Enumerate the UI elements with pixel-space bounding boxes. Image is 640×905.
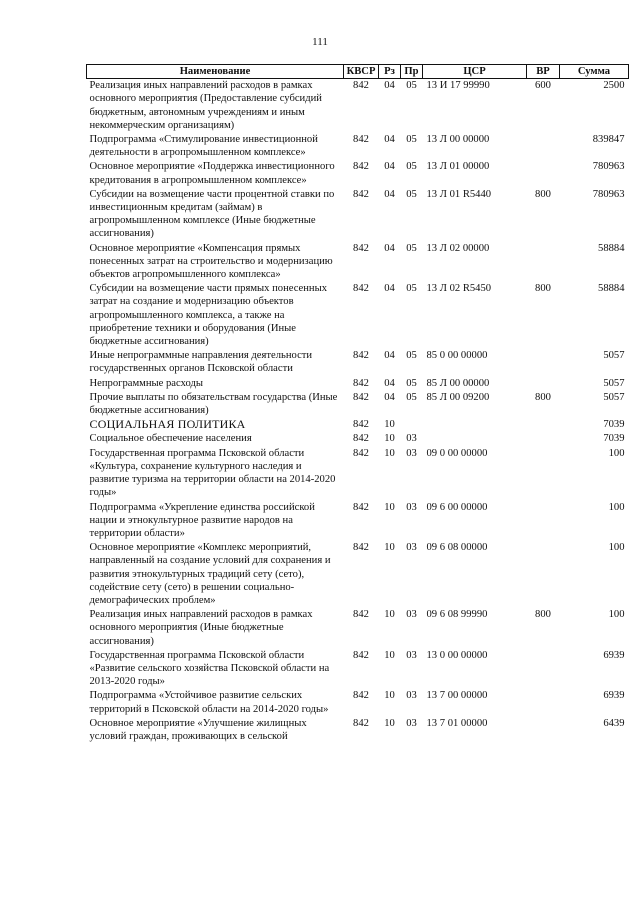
cell-rz: 04 (384, 188, 395, 200)
table-row (87, 501, 629, 542)
cell-sum: 100 (608, 501, 625, 513)
cell-sum: 839847 (592, 134, 625, 146)
cell-name: Реализация иных направлений расходов в рамках основного мероприятия (Иные бюджетные ассигнования) (89, 609, 313, 647)
table-row (87, 447, 629, 501)
cell-pr: 05 (406, 350, 417, 362)
cell-rz: 10 (384, 649, 395, 661)
cell-pr: 03 (406, 649, 417, 661)
cell-sum: 7039 (603, 419, 625, 431)
cell-kvsr: 842 (353, 690, 369, 702)
cell-name: Иные непрограммные направления деятельности государственных органов Псковской области (89, 350, 313, 375)
cell-vr (527, 717, 560, 744)
cell-name: Основное мероприятие «Компенсация прямых понесенных затрат на строительство и модернизацию объектов агропромышленного комплекса» (89, 242, 333, 281)
cell-rz: 04 (384, 134, 395, 146)
cell-rz: 04 (384, 161, 395, 173)
cell-kvsr: 842 (353, 134, 369, 146)
table-row (87, 133, 629, 160)
cell-rz: 10 (384, 419, 395, 431)
cell-csr: 85 Л 00 09200 (426, 391, 490, 403)
cell-rz: 10 (384, 690, 395, 702)
cell-csr (423, 418, 527, 432)
header-csr: ЦСР (423, 65, 527, 79)
cell-csr: 85 Л 00 00000 (426, 377, 490, 389)
cell-kvsr: 842 (353, 542, 369, 554)
table-row (87, 160, 629, 187)
cell-name: Подпрограмма «Укрепление единства российской нации и этнокультурное развитие народов на территории области» (89, 501, 315, 539)
table-row (87, 391, 629, 418)
cell-rz: 10 (384, 501, 395, 513)
cell-kvsr: 842 (353, 419, 369, 431)
cell-csr: 13 И 17 99990 (426, 80, 490, 92)
cell-pr: 05 (406, 188, 417, 200)
cell-name: Прочие выплаты по обязательствам государства (Иные бюджетные ассигнования) (89, 391, 338, 417)
cell-sum: 2500 (603, 80, 625, 92)
cell-name: Непрограммные расходы (89, 377, 203, 389)
cell-csr: 13 Л 02 R5450 (426, 283, 492, 295)
cell-csr: 85 0 00 00000 (426, 350, 488, 362)
cell-vr (527, 541, 560, 608)
cell-rz: 10 (384, 542, 395, 554)
budget-table (86, 64, 629, 744)
cell-kvsr: 842 (353, 242, 369, 254)
cell-kvsr: 842 (353, 717, 369, 729)
table-row (87, 242, 629, 283)
cell-csr: 13 Л 02 00000 (426, 242, 490, 254)
cell-name: Государственная программа Псковской области «Развитие сельского хозяйства Псковской области на 2013-2020 годы» (89, 649, 330, 688)
cell-kvsr: 842 (353, 649, 369, 661)
cell-vr: 800 (535, 391, 551, 403)
table-row (87, 282, 629, 349)
table-row (87, 608, 629, 649)
cell-csr (423, 432, 527, 446)
cell-pr: 03 (406, 690, 417, 702)
cell-csr: 09 6 00 00000 (426, 501, 488, 513)
cell-kvsr: 842 (353, 391, 369, 403)
cell-vr (527, 242, 560, 283)
cell-sum: 5057 (603, 391, 625, 403)
table-row (87, 79, 629, 133)
cell-name: Основное мероприятие «Комплекс мероприятий, направленный на создание условий для сохранения и развития этнокультурных традиций сету (сето), содействие сету (сето) в решении социально-демографических проблем» (89, 542, 331, 606)
cell-csr: 13 7 01 00000 (426, 717, 488, 729)
cell-rz: 04 (384, 377, 395, 389)
table-row (87, 432, 629, 446)
cell-vr (527, 649, 560, 690)
cell-kvsr: 842 (353, 80, 369, 92)
cell-csr: 13 Л 01 R5440 (426, 188, 492, 200)
cell-vr (527, 447, 560, 501)
cell-sum: 6939 (603, 649, 625, 661)
cell-name: Государственная программа Псковской области «Культура, сохранение культурного наследия и развитие туризма на территории области на 2014-2020 годы» (89, 447, 336, 499)
cell-pr: 03 (406, 542, 417, 554)
cell-sum: 100 (608, 447, 625, 459)
cell-rz: 04 (384, 80, 395, 92)
cell-rz: 04 (384, 350, 395, 362)
table-row (87, 541, 629, 608)
cell-name: Субсидии на возмещение части процентной ставки по инвестиционным кредитам (займам) в агропромышленном комплексе (Иные бюджетные ассигнования) (89, 188, 335, 240)
table-header-row (87, 65, 629, 79)
cell-name: Подпрограмма «Стимулирование инвестиционной деятельности в агропромышленном комплексе» (89, 134, 318, 159)
cell-name: Социальное обеспечение населения (89, 433, 252, 445)
cell-name: Субсидии на возмещение части прямых понесенных затрат на создание и модернизацию объектов агропромышленного комплекса, а также на приобретение техники и оборудования (Иные бюджетные ассигнования) (89, 283, 328, 348)
cell-vr (527, 160, 560, 187)
cell-kvsr: 842 (353, 447, 369, 459)
cell-pr: 05 (406, 242, 417, 254)
cell-kvsr: 842 (353, 433, 369, 445)
header-pr: Пр (401, 65, 423, 79)
cell-name: СОЦИАЛЬНАЯ ПОЛИТИКА (89, 417, 246, 432)
cell-kvsr: 842 (353, 161, 369, 173)
cell-vr (527, 133, 560, 160)
cell-sum: 5057 (603, 377, 625, 389)
cell-kvsr: 842 (353, 283, 369, 295)
cell-vr: 800 (535, 283, 551, 295)
cell-sum: 6939 (603, 690, 625, 702)
cell-pr: 05 (406, 80, 417, 92)
header-sum: Сумма (560, 65, 629, 79)
header-kvsr: КВСР (344, 65, 379, 79)
cell-csr: 13 7 00 00000 (426, 690, 488, 702)
cell-name: Реализация иных направлений расходов в рамках основного мероприятия (Предоставление субсидий бюджетным, автономным учреждениям и иным некоммерческим организациям) (89, 80, 322, 131)
header-name: Наименование (87, 65, 344, 79)
cell-kvsr: 842 (353, 350, 369, 362)
cell-pr: 05 (406, 161, 417, 173)
cell-pr: 03 (406, 717, 417, 729)
cell-csr: 13 Л 00 00000 (426, 134, 490, 146)
cell-pr (401, 418, 423, 432)
cell-csr: 09 0 00 00000 (426, 447, 488, 459)
cell-pr: 05 (406, 283, 417, 295)
cell-sum: 58884 (598, 242, 625, 254)
cell-pr: 03 (406, 609, 417, 621)
cell-csr: 13 Л 01 00000 (426, 161, 490, 173)
cell-pr: 03 (406, 433, 417, 445)
cell-kvsr: 842 (353, 188, 369, 200)
cell-kvsr: 842 (353, 501, 369, 513)
cell-vr (527, 418, 560, 432)
cell-vr: 800 (535, 188, 551, 200)
table-row (87, 689, 629, 716)
cell-vr (527, 501, 560, 542)
cell-name: Основное мероприятие «Поддержка инвестиционного кредитования в агропромышленном комплексе» (89, 161, 335, 186)
cell-vr (527, 349, 560, 376)
cell-vr: 600 (535, 80, 551, 92)
table-row (87, 418, 629, 432)
cell-sum: 780963 (592, 161, 625, 173)
cell-rz: 10 (384, 717, 395, 729)
cell-rz: 10 (384, 609, 395, 621)
cell-vr (527, 432, 560, 446)
header-rz: Рз (379, 65, 401, 79)
table-row (87, 349, 629, 376)
cell-sum: 58884 (598, 283, 625, 295)
table-row (87, 649, 629, 690)
cell-rz: 10 (384, 433, 395, 445)
cell-sum: 5057 (603, 350, 625, 362)
header-vr: ВР (527, 65, 560, 79)
cell-csr: 09 6 08 00000 (426, 542, 488, 554)
cell-kvsr: 842 (353, 609, 369, 621)
cell-kvsr: 842 (353, 377, 369, 389)
cell-vr (527, 689, 560, 716)
cell-pr: 03 (406, 447, 417, 459)
cell-pr: 05 (406, 391, 417, 403)
cell-pr: 05 (406, 134, 417, 146)
cell-rz: 04 (384, 391, 395, 403)
cell-sum: 100 (608, 542, 625, 554)
cell-csr: 09 6 08 99990 (426, 609, 488, 621)
cell-rz: 04 (384, 283, 395, 295)
cell-sum: 100 (608, 609, 625, 621)
cell-vr (527, 377, 560, 391)
page-number: 111 (312, 36, 328, 48)
cell-csr: 13 0 00 00000 (426, 649, 488, 661)
cell-vr: 800 (535, 609, 551, 621)
cell-name: Основное мероприятие «Улучшение жилищных условий граждан, проживающих в сельской (89, 717, 307, 742)
table-row (87, 717, 629, 744)
cell-sum: 7039 (603, 433, 625, 445)
cell-name: Подпрограмма «Устойчивое развитие сельских территорий в Псковской области на 2014-2020 годы» (89, 690, 329, 715)
table-row (87, 377, 629, 391)
cell-rz: 04 (384, 242, 395, 254)
table-row (87, 188, 629, 242)
cell-rz: 10 (384, 447, 395, 459)
cell-sum: 6439 (603, 717, 625, 729)
cell-pr: 03 (406, 501, 417, 513)
cell-pr: 05 (406, 377, 417, 389)
cell-sum: 780963 (592, 188, 625, 200)
